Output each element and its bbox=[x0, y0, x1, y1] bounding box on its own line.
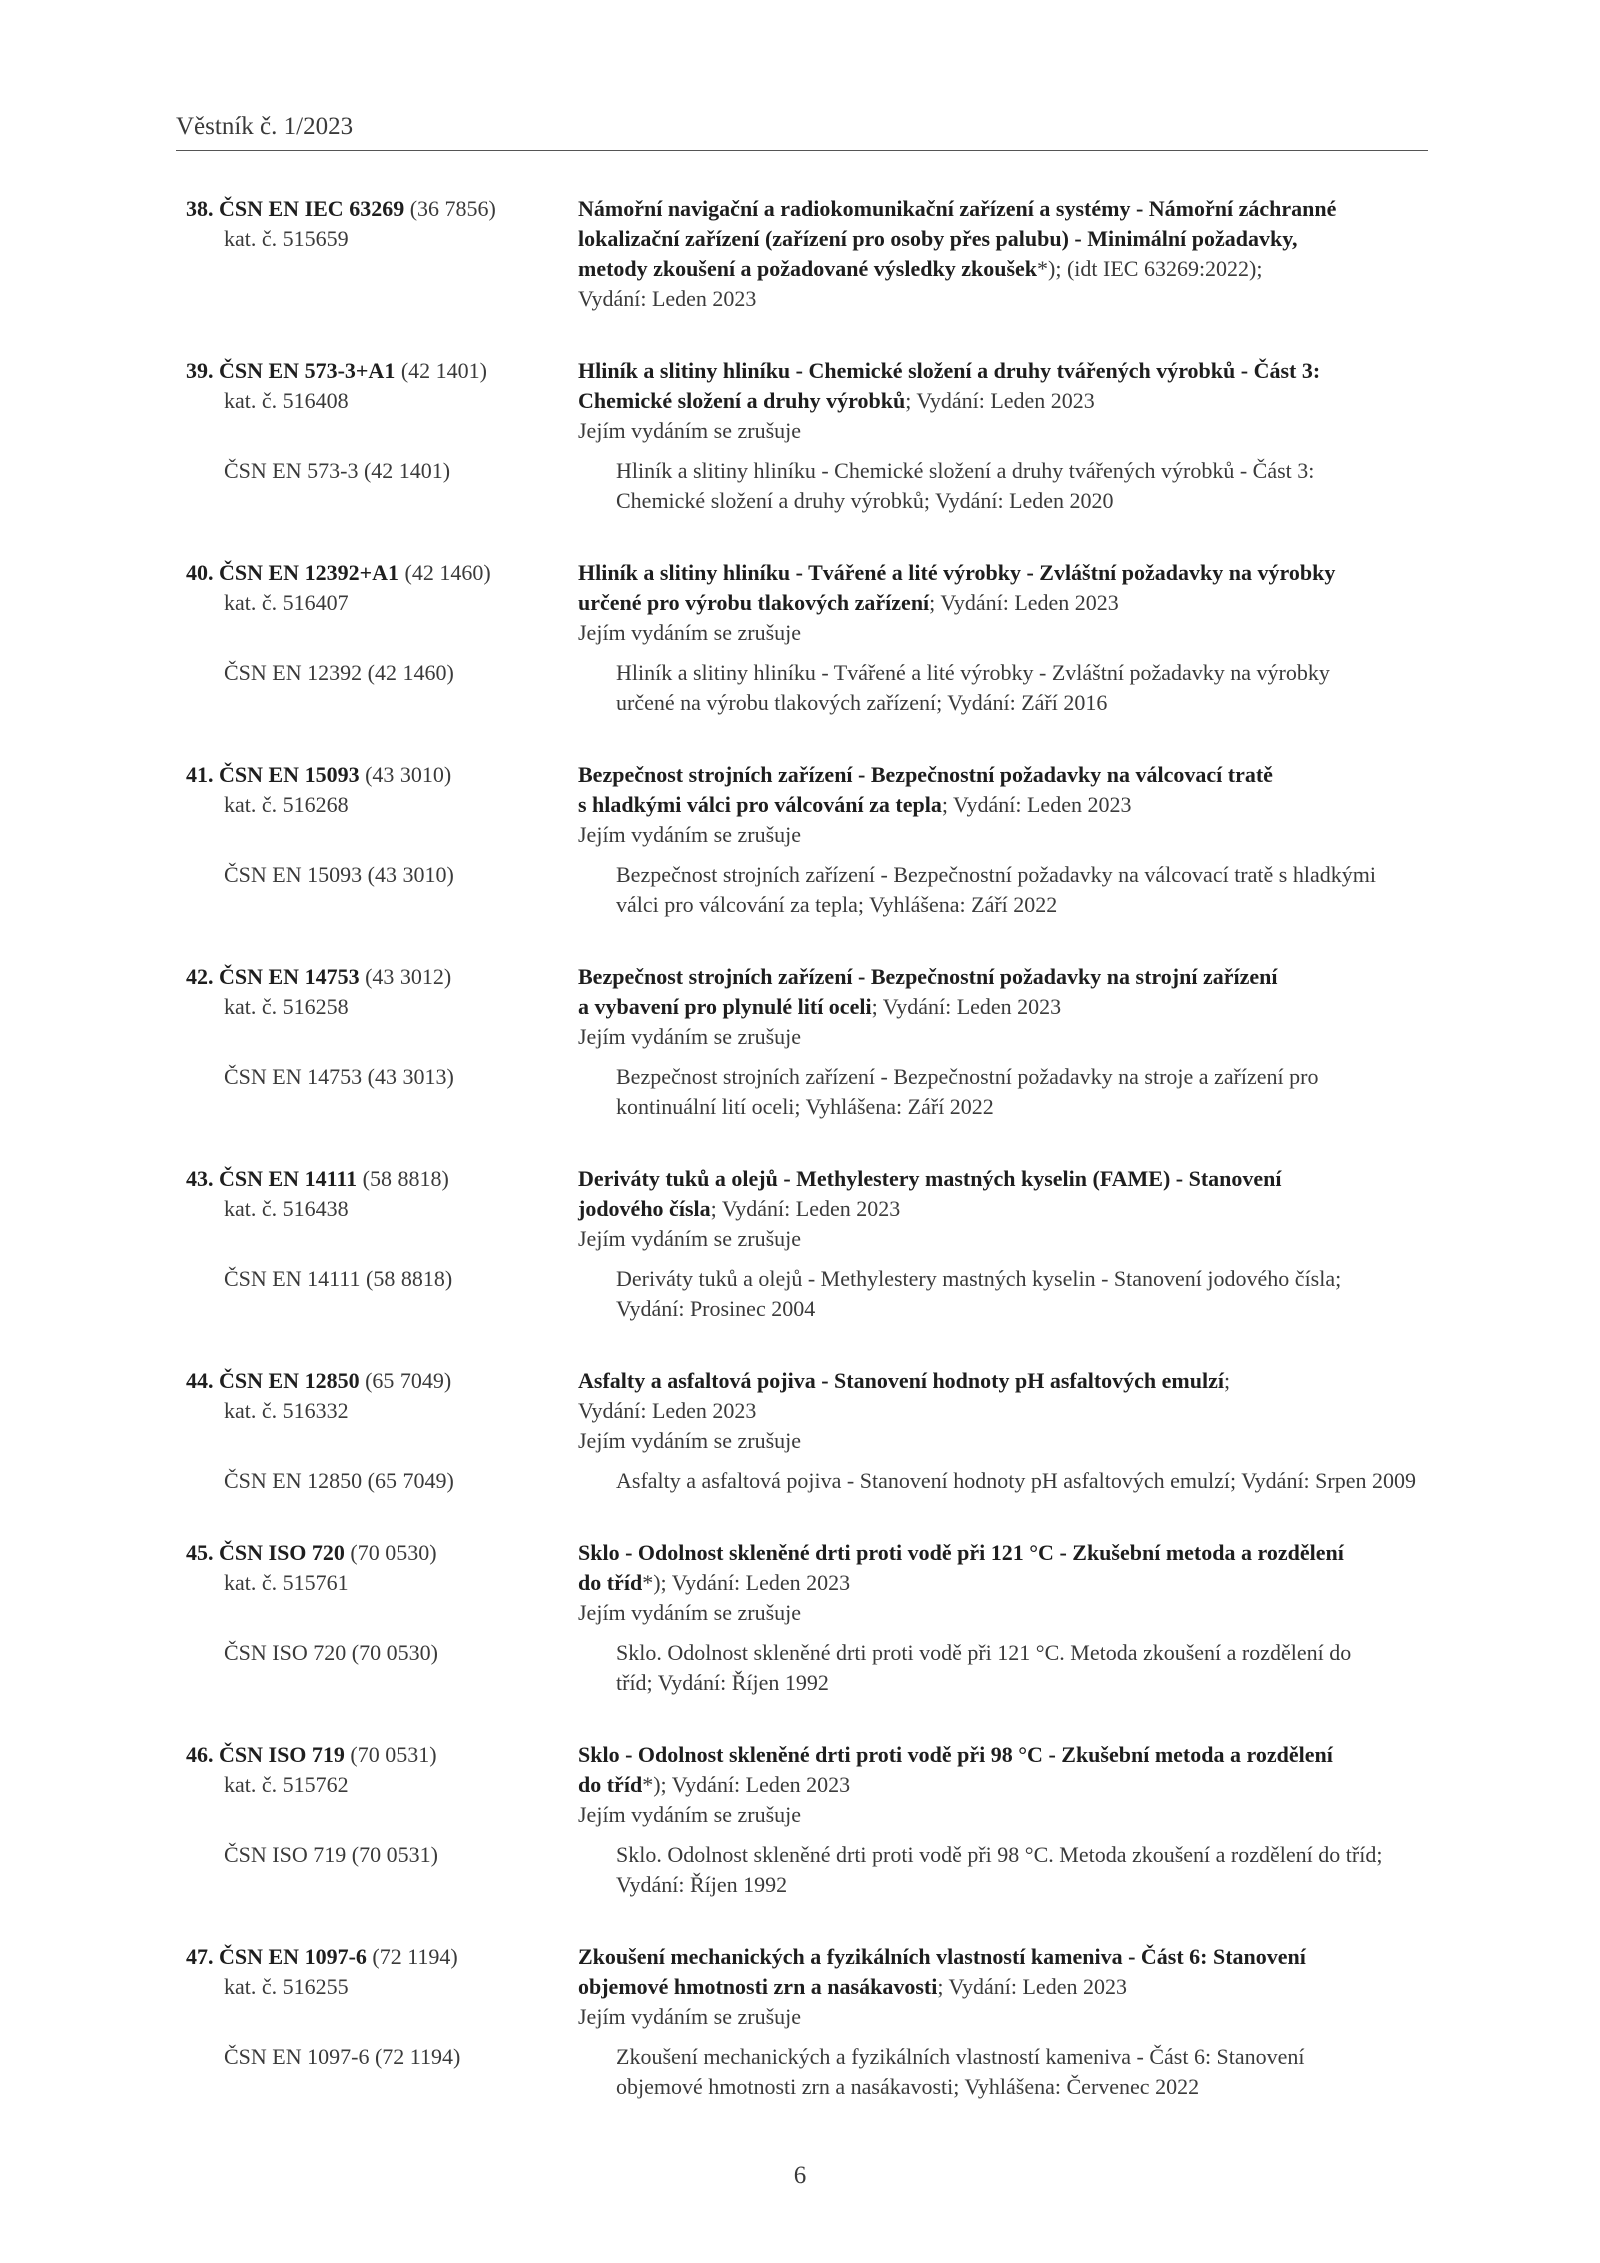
standard-note: Jejím vydáním se zrušuje bbox=[578, 1428, 802, 1453]
standard-note: Jejím vydáním se zrušuje bbox=[578, 1600, 802, 1625]
catalogue-number: kat. č. 516255 bbox=[224, 1974, 349, 1999]
replaced-line: Sklo. Odolnost skleněné drti proti vodě při 98 °C. Metoda zkoušení a rozdělení do tříd; bbox=[616, 1842, 1383, 1867]
standard-entry bbox=[186, 1942, 1432, 2102]
entry-number: 42. bbox=[186, 964, 214, 989]
standard-suffix: *); Vydání: Leden 2023 bbox=[642, 1570, 851, 1595]
title-line bbox=[578, 254, 1432, 284]
standard-identifier bbox=[186, 356, 578, 446]
standard-note: Jejím vydáním se zrušuje bbox=[578, 1802, 802, 1827]
standard-note: Jejím vydáním se zrušuje bbox=[578, 620, 802, 645]
replaced-line: Chemické složení a druhy výrobků; Vydání: Leden 2020 bbox=[616, 488, 1114, 513]
standard-code-line bbox=[186, 760, 578, 790]
title-line bbox=[578, 1942, 1432, 1972]
standard-code: ČSN EN 15093 bbox=[219, 762, 360, 787]
replaced-standard-description bbox=[616, 860, 1432, 920]
standard-suffix: *); (idt IEC 63269:2022); bbox=[1037, 256, 1263, 281]
standard-description bbox=[578, 1538, 1432, 1628]
standard-title: Námořní navigační a radiokomunikační zařízení a systémy - Námořní záchranné bbox=[578, 196, 1337, 221]
title-line bbox=[578, 1538, 1432, 1568]
standard-title: určené pro výrobu tlakových zařízení bbox=[578, 590, 930, 615]
standard-main-row bbox=[186, 1942, 1432, 2032]
title-line bbox=[578, 1740, 1432, 1770]
standard-identifier bbox=[186, 558, 578, 648]
replaced-line: objemové hmotnosti zrn a nasákavosti; Vyhlášena: Červenec 2022 bbox=[616, 2074, 1200, 2099]
class-code: (43 3012) bbox=[365, 964, 452, 989]
standard-suffix: ; Vydání: Leden 2023 bbox=[710, 1196, 901, 1221]
standard-suffix: ; Vydání: Leden 2023 bbox=[937, 1974, 1127, 1999]
replaced-line: Hliník a slitiny hliníku - Tvářené a lité výrobky - Zvláštní požadavky na výrobky bbox=[616, 660, 1330, 685]
standard-code: ČSN EN 1097-6 bbox=[219, 1944, 367, 1969]
standard-entry bbox=[186, 760, 1432, 920]
replaced-line: Deriváty tuků a olejů - Methylestery mastných kyselin - Stanovení jodového čísla; bbox=[616, 1266, 1342, 1291]
standard-identifier bbox=[186, 1740, 578, 1830]
standard-identifier bbox=[186, 1164, 578, 1254]
class-code: (72 1194) bbox=[372, 1944, 458, 1969]
replaced-standard-code: ČSN EN 15093 (43 3010) bbox=[224, 862, 454, 887]
standard-title: Zkoušení mechanických a fyzikálních vlastností kameniva - Část 6: Stanovení bbox=[578, 1944, 1306, 1969]
catalogue-number: kat. č. 516268 bbox=[224, 792, 349, 817]
standard-code: ČSN EN 12392+A1 bbox=[219, 560, 399, 585]
class-code: (43 3010) bbox=[365, 762, 452, 787]
standard-title: do tříd bbox=[578, 1570, 643, 1595]
title-line bbox=[578, 224, 1432, 254]
standard-title: Sklo - Odolnost skleněné drti proti vodě při 121 °C - Zkušební metoda a rozdělení bbox=[578, 1540, 1344, 1565]
catalogue-number: kat. č. 515761 bbox=[224, 1570, 349, 1595]
class-code: (42 1460) bbox=[404, 560, 491, 585]
replaced-standard-row bbox=[186, 2042, 1432, 2102]
standard-title: Deriváty tuků a olejů - Methylestery mastných kyselin (FAME) - Stanovení bbox=[578, 1166, 1282, 1191]
replaced-line: Bezpečnost strojních zařízení - Bezpečnostní požadavky na stroje a zařízení pro bbox=[616, 1064, 1319, 1089]
standard-main-row bbox=[186, 194, 1432, 314]
replaced-standard-row bbox=[186, 1062, 1432, 1122]
catalogue-number: kat. č. 516408 bbox=[224, 388, 349, 413]
standard-title: metody zkoušení a požadované výsledky zkoušek bbox=[578, 256, 1038, 281]
standard-title: Bezpečnost strojních zařízení - Bezpečnostní požadavky na strojní zařízení bbox=[578, 964, 1278, 989]
standard-entry bbox=[186, 1538, 1432, 1698]
standard-title: jodového čísla bbox=[578, 1196, 711, 1221]
replaced-standard-row bbox=[186, 456, 1432, 516]
standard-description bbox=[578, 760, 1432, 850]
standards-list bbox=[186, 194, 1432, 2144]
standard-title: Sklo - Odolnost skleněné drti proti vodě při 98 °C - Zkušební metoda a rozdělení bbox=[578, 1742, 1333, 1767]
title-line bbox=[578, 1972, 1432, 2002]
replaced-standard-code: ČSN EN 14111 (58 8818) bbox=[224, 1266, 453, 1291]
replaced-line: Asfalty a asfaltová pojiva - Stanovení hodnoty pH asfaltových emulzí; Vydání: Srpen 2009 bbox=[616, 1468, 1416, 1493]
replaced-standard-description bbox=[616, 658, 1432, 718]
standard-note: Vydání: Leden 2023 bbox=[578, 1398, 757, 1423]
replaced-standard-description bbox=[616, 1466, 1432, 1496]
replaced-line: Vydání: Říjen 1992 bbox=[616, 1872, 788, 1897]
standard-main-row bbox=[186, 1164, 1432, 1254]
standard-main-row bbox=[186, 558, 1432, 648]
replaced-line: Zkoušení mechanických a fyzikálních vlastností kameniva - Část 6: Stanovení bbox=[616, 2044, 1305, 2069]
class-code: (58 8818) bbox=[362, 1166, 449, 1191]
standard-identifier bbox=[186, 1942, 578, 2032]
replaced-standard-description bbox=[616, 2042, 1432, 2102]
standard-code-line bbox=[186, 1538, 578, 1568]
title-line bbox=[578, 790, 1432, 820]
replaced-standard-code: ČSN EN 14753 (43 3013) bbox=[224, 1064, 454, 1089]
catalogue-number: kat. č. 516332 bbox=[224, 1398, 349, 1423]
title-line bbox=[578, 1194, 1432, 1224]
standard-main-row bbox=[186, 1538, 1432, 1628]
class-code: (70 0531) bbox=[350, 1742, 437, 1767]
standard-title: Asfalty a asfaltová pojiva - Stanovení hodnoty pH asfaltových emulzí bbox=[578, 1368, 1224, 1393]
title-line bbox=[578, 588, 1432, 618]
page-header: Věstník č. 1/2023 bbox=[176, 112, 1428, 151]
standard-identifier bbox=[186, 962, 578, 1052]
catalogue-number: kat. č. 515762 bbox=[224, 1772, 349, 1797]
standard-identifier bbox=[186, 1366, 578, 1456]
entry-number: 46. bbox=[186, 1742, 214, 1767]
entry-number: 47. bbox=[186, 1944, 214, 1969]
replaced-line: kontinuální lití oceli; Vyhlášena: Září 2022 bbox=[616, 1094, 994, 1119]
entry-number: 41. bbox=[186, 762, 214, 787]
standard-title: a vybavení pro plynulé lití oceli bbox=[578, 994, 872, 1019]
title-line bbox=[578, 356, 1432, 386]
standard-entry bbox=[186, 962, 1432, 1122]
title-line bbox=[578, 1164, 1432, 1194]
standard-note: Jejím vydáním se zrušuje bbox=[578, 822, 802, 847]
replaced-standard-code: ČSN EN 12392 (42 1460) bbox=[224, 660, 454, 685]
standard-title: Chemické složení a druhy výrobků bbox=[578, 388, 906, 413]
standard-suffix: ; Vydání: Leden 2023 bbox=[929, 590, 1119, 615]
catalogue-number: kat. č. 516407 bbox=[224, 590, 349, 615]
standard-suffix: ; Vydání: Leden 2023 bbox=[905, 388, 1095, 413]
title-line bbox=[578, 386, 1432, 416]
standard-code-line bbox=[186, 558, 578, 588]
standard-title: Hliník a slitiny hliníku - Tvářené a lité výrobky - Zvláštní požadavky na výrobky bbox=[578, 560, 1336, 585]
standard-entry bbox=[186, 558, 1432, 718]
replaced-standard-description bbox=[616, 1062, 1432, 1122]
entry-number: 43. bbox=[186, 1166, 214, 1191]
title-line bbox=[578, 194, 1432, 224]
standard-identifier bbox=[186, 194, 578, 314]
title-line bbox=[578, 992, 1432, 1022]
replaced-line: tříd; Vydání: Říjen 1992 bbox=[616, 1670, 829, 1695]
standard-code-line bbox=[186, 962, 578, 992]
replaced-standard-code: ČSN EN 12850 (65 7049) bbox=[224, 1468, 454, 1493]
class-code: (70 0530) bbox=[350, 1540, 437, 1565]
catalogue-number: kat. č. 516258 bbox=[224, 994, 349, 1019]
standard-description bbox=[578, 558, 1432, 648]
replaced-standard-row bbox=[186, 1638, 1432, 1698]
replaced-standard-row bbox=[186, 1840, 1432, 1900]
standard-title: lokalizační zařízení (zařízení pro osoby přes palubu) - Minimální požadavky, bbox=[578, 226, 1298, 251]
standard-entry bbox=[186, 356, 1432, 516]
title-line bbox=[578, 1366, 1432, 1396]
standard-code-line bbox=[186, 1942, 578, 1972]
entry-number: 39. bbox=[186, 358, 214, 383]
replaced-line: Sklo. Odolnost skleněné drti proti vodě při 121 °C. Metoda zkoušení a rozdělení do bbox=[616, 1640, 1352, 1665]
standard-description bbox=[578, 1740, 1432, 1830]
replaced-line: Vydání: Prosinec 2004 bbox=[616, 1296, 816, 1321]
standard-note: Jejím vydáním se zrušuje bbox=[578, 1226, 802, 1251]
standard-title: objemové hmotnosti zrn a nasákavosti bbox=[578, 1974, 938, 1999]
standard-title: Hliník a slitiny hliníku - Chemické složení a druhy tvářených výrobků - Část 3: bbox=[578, 358, 1321, 383]
entry-number: 45. bbox=[186, 1540, 214, 1565]
standard-code-line bbox=[186, 194, 578, 224]
standard-note: Jejím vydáním se zrušuje bbox=[578, 418, 802, 443]
class-code: (42 1401) bbox=[400, 358, 487, 383]
replaced-line: Hliník a slitiny hliníku - Chemické složení a druhy tvářených výrobků - Část 3: bbox=[616, 458, 1315, 483]
replaced-standard-row bbox=[186, 1264, 1432, 1324]
catalogue-number: kat. č. 516438 bbox=[224, 1196, 349, 1221]
standard-main-row bbox=[186, 1366, 1432, 1456]
standard-description bbox=[578, 356, 1432, 446]
class-code: (36 7856) bbox=[409, 196, 496, 221]
standard-main-row bbox=[186, 760, 1432, 850]
standard-title: do tříd bbox=[578, 1772, 643, 1797]
replaced-standard-code: ČSN EN 573-3 (42 1401) bbox=[224, 458, 451, 483]
standard-code-line bbox=[186, 1366, 578, 1396]
title-line bbox=[578, 962, 1432, 992]
standard-code-line bbox=[186, 1740, 578, 1770]
standard-identifier bbox=[186, 1538, 578, 1628]
standard-code-line bbox=[186, 356, 578, 386]
entry-number: 40. bbox=[186, 560, 214, 585]
replaced-standard-description bbox=[616, 1638, 1432, 1698]
title-line bbox=[578, 1770, 1432, 1800]
standard-main-row bbox=[186, 356, 1432, 446]
standard-description bbox=[578, 962, 1432, 1052]
standard-description bbox=[578, 1942, 1432, 2032]
standard-main-row bbox=[186, 962, 1432, 1052]
standard-description bbox=[578, 1164, 1432, 1254]
standard-note: Jejím vydáním se zrušuje bbox=[578, 2004, 802, 2029]
catalogue-number: kat. č. 515659 bbox=[224, 226, 349, 251]
standard-entry bbox=[186, 1164, 1432, 1324]
standard-code: ČSN ISO 720 bbox=[219, 1540, 345, 1565]
replaced-standard-code: ČSN EN 1097-6 (72 1194) bbox=[224, 2044, 461, 2069]
standard-code: ČSN ISO 719 bbox=[219, 1742, 345, 1767]
entry-number: 38. bbox=[186, 196, 214, 221]
replaced-line: válci pro válcování za tepla; Vyhlášena: Září 2022 bbox=[616, 892, 1058, 917]
page-number: 6 bbox=[793, 2162, 807, 2189]
replaced-standard-description bbox=[616, 456, 1432, 516]
standard-note: Vydání: Leden 2023 bbox=[578, 286, 757, 311]
replaced-standard-code: ČSN ISO 720 (70 0530) bbox=[224, 1640, 438, 1665]
standard-code-line bbox=[186, 1164, 578, 1194]
standard-entry bbox=[186, 1740, 1432, 1900]
replaced-standard-description bbox=[616, 1264, 1432, 1324]
class-code: (65 7049) bbox=[365, 1368, 452, 1393]
standard-suffix: *); Vydání: Leden 2023 bbox=[642, 1772, 851, 1797]
standard-code: ČSN EN 14111 bbox=[219, 1166, 358, 1191]
title-line bbox=[578, 760, 1432, 790]
standard-main-row bbox=[186, 1740, 1432, 1830]
standard-title: s hladkými válci pro válcování za tepla bbox=[578, 792, 942, 817]
replaced-standard-row bbox=[186, 860, 1432, 920]
standard-code: ČSN EN 12850 bbox=[219, 1368, 360, 1393]
standard-entry bbox=[186, 194, 1432, 314]
title-line bbox=[578, 1568, 1432, 1598]
standard-code: ČSN EN 573-3+A1 bbox=[219, 358, 396, 383]
standard-suffix: ; bbox=[1223, 1368, 1231, 1393]
replaced-standard-code: ČSN ISO 719 (70 0531) bbox=[224, 1842, 438, 1867]
title-line bbox=[578, 558, 1432, 588]
standard-note: Jejím vydáním se zrušuje bbox=[578, 1024, 802, 1049]
replaced-standard-row bbox=[186, 1466, 1432, 1496]
standard-title: Bezpečnost strojních zařízení - Bezpečnostní požadavky na válcovací tratě bbox=[578, 762, 1273, 787]
standard-identifier bbox=[186, 760, 578, 850]
replaced-line: Bezpečnost strojních zařízení - Bezpečnostní požadavky na válcovací tratě s hladkými bbox=[616, 862, 1376, 887]
standard-code: ČSN EN IEC 63269 bbox=[219, 196, 405, 221]
standard-suffix: ; Vydání: Leden 2023 bbox=[941, 792, 1132, 817]
replaced-standard-row bbox=[186, 658, 1432, 718]
standard-description bbox=[578, 1366, 1432, 1456]
standard-suffix: ; Vydání: Leden 2023 bbox=[871, 994, 1062, 1019]
standard-entry bbox=[186, 1366, 1432, 1496]
standard-code: ČSN EN 14753 bbox=[219, 964, 360, 989]
replaced-line: určené na výrobu tlakových zařízení; Vydání: Září 2016 bbox=[616, 690, 1108, 715]
replaced-standard-description bbox=[616, 1840, 1432, 1900]
standard-description bbox=[578, 194, 1432, 314]
entry-number: 44. bbox=[186, 1368, 214, 1393]
